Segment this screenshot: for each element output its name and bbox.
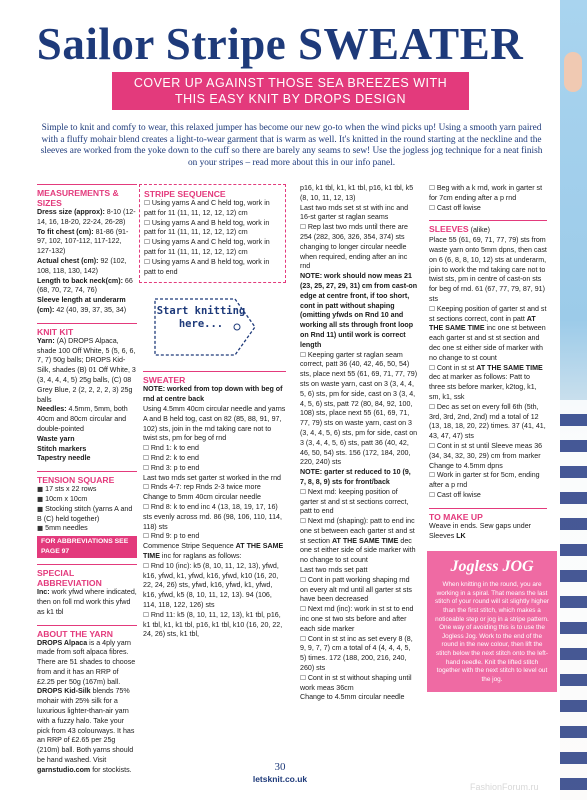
pattern-item: ☐ Keeping garter st raglan seam correct, patt 36 (40, 42, 46, 50, 54) sts, place next 55 (61, 69, 71, 77, 79) sts on waste yarn, cast on 3 (3, 4, 4, 5, 6) sts, pm for side, cast on 3 (3, 4, 4, 5, 6) sts, patt 72 (80, 84, 92, 100, 108) sts, place next 55 (61, 69, 71, 77, 79) sts on waste yarn, cast on 3 (3, 4, 4, 5, 6) sts, pm for side, cast on 3 (3, 4, 4, 5, 6) sts, patt 36 (40, 42, 46, 50, 54) sts. 156 (172, 184, 200, 220, 240) sts xyxy=(300,350,418,467)
measurement-line: Dress size (approx): 8-10 (12-14, 16, 18-20, 22-24, 26-28) xyxy=(37,208,136,226)
checkbox-icon: ☐ xyxy=(143,502,149,511)
make-up-text: Weave in ends. Sew gaps under Sleeves LK xyxy=(429,521,532,540)
pattern-item: ☐ Beg with a k rnd, work in garter st for 7cm ending after a p rnd xyxy=(429,184,543,202)
checkbox-icon: ☐ xyxy=(143,483,149,492)
section-divider xyxy=(429,220,547,221)
sweater-text: Using 4.5mm 40cm circular needle and yarns A and B held tog, cast on 82 (85, 88, 91, 97, 102) sts, join in the rnd taking care not to twist sts, pm for beg of rnd xyxy=(143,404,286,443)
checkbox-icon: ☐ xyxy=(300,575,306,584)
jogless-jog-title: Jogless JOG xyxy=(450,558,534,576)
section-divider xyxy=(37,471,137,472)
pattern-text: Place 55 (61, 69, 71, 77, 79) sts from waste yarn onto 5mm dpns, then cast on 6 (6, 8, 8, 10, 12) sts at underarm, join to work the rnd taking care not to twist sts, pm in centre of cast-on sts for beg of rnd. 61 (67, 77, 79, 87, 91) sts xyxy=(429,236,547,303)
knit-kit-heading: KNIT KIT xyxy=(37,326,74,337)
checkbox-icon: ■ xyxy=(37,504,44,513)
waste-yarn: Waste yarn xyxy=(37,434,75,443)
round-item: ☐ Rnd 1: k to end xyxy=(143,444,199,453)
stripe-sequence-heading: STRIPE SEQUENCE xyxy=(144,189,226,199)
checkbox-icon: ☐ xyxy=(300,673,306,682)
tension-item: ■ 17 sts x 22 rows xyxy=(37,485,97,494)
section-divider xyxy=(37,625,137,626)
sweater-note: NOTE: worked from top down with beg of rnd at centre back xyxy=(143,385,283,404)
sweater-text: Change to 5mm 40cm circular needle xyxy=(143,493,261,502)
round-item: ☐ Rnd 8: k to end inc 4 (13, 18, 19, 17, 16) sts evenly across rnd. 86 (98, 106, 110, 114, 118) sts xyxy=(143,502,282,531)
round-item: ☐ Rnds 4-7: rep Rnds 2-3 twice more xyxy=(143,483,261,492)
pattern-item: ☐ Cast off kwise xyxy=(429,490,481,499)
round-item: ☐ Rnd 9: p to end xyxy=(143,532,200,541)
checkbox-icon: ■ xyxy=(37,494,44,503)
pattern-item: ☐ Cont in patt working shaping rnd on every alt rnd until all garter st sts have been decreased xyxy=(300,575,412,604)
pattern-text: p16, k1 tbl, k1, k1 tbl, p16, k1 tbl, k5 (8, 10, 11, 12, 13) xyxy=(300,184,414,202)
pattern-item: ☐ Next rnd (shaping): patt to end inc one st between each garter st and st st section AT THE SAME TIME dec one st either side of side marker with no change to st count xyxy=(300,517,416,565)
checkbox-icon: ☐ xyxy=(429,304,435,313)
start-knitting-text: Start knitting here... xyxy=(156,305,246,331)
section-divider xyxy=(37,564,137,565)
checkbox-icon: ☐ xyxy=(429,402,435,411)
stripe-item: ☐ Using yarns A and B held tog, work in patt for 11 (11, 11, 12, 12, 12) cm xyxy=(144,218,270,237)
checkbox-icon: ☐ xyxy=(300,605,306,614)
pattern-note: NOTE: work should now meas 21 (23, 25, 27, 29, 31) cm from cast-on edge at centre front, if too short, cont in patt without shaping (omitting yfwds on Rnd 10 and working all sts through front loop on Rnd 11) until work is correct length xyxy=(300,272,418,349)
pattern-item: ☐ Cont in st st until Sleeve meas 36 (34, 34, 32, 30, 29) cm from marker xyxy=(429,441,543,460)
stripe-sequence-box xyxy=(139,184,286,283)
pattern-item: ☐ Work in garter st for 5cm, ending after a p rnd xyxy=(429,471,540,490)
checkbox-icon: ☐ xyxy=(429,471,435,480)
pattern-item: ☐ Cont in st st inc as set every 8 (8, 9, 9, 7, 7) cm a total of 4 (4, 4, 4, 5, 5) times. 172 (188, 200, 216, 240, 260) sts xyxy=(300,634,413,673)
yarn-line: Yarn: (A) DROPS Alpaca, shade 100 Off White, 5 (5, 6, 6, 7, 7) 50g balls; DROPS Kid-Silk, shades (B) 01 Off White, 3 (3, 4, 4, 4, 5) 25g balls, (C) 08 Grey Blue, 2 (2, 2, 2, 2, 3) 25g balls xyxy=(37,336,136,404)
tension-item: ■ Stocking stitch (yarns A and B (C) held together) xyxy=(37,504,133,523)
checkbox-icon: ☐ xyxy=(300,487,306,496)
about-yarn-text: DROPS Alpaca is a 4ply yarn made from soft alpaca fibres. There are 51 shades to choose from and it has an RRP of £2.25 per 50g (167m) ball. DROPS Kid-Silk blends 75% mohair with 25% silk for a luxurious lighter-than-air yarn with a fuzzy halo. Take your pick from 43 colourways. It has an RRP of £2.65 per 25g (210m) ball. Both yarns should be hand washed. Visit garnstudio.com for stockists. xyxy=(37,638,136,774)
round-item: ☐ Rnd 11: k5 (8, 10, 11, 12, 13), k1 tbl, p16, k1 tbl, k1, k1 tbl, p16, k1 tbl, k10 (16, 20, 22, 24, 26) sts, k1 tbl, xyxy=(143,610,283,639)
pattern-text: Change to 4.5mm circular needle xyxy=(300,693,405,702)
special-abbreviation-heading: SPECIAL ABBREVIATION xyxy=(37,568,102,589)
stripe-item: ☐ Using yarns A and C held tog, work in patt for 11 (11, 11, 12, 12, 12) cm xyxy=(144,238,270,256)
model-photo-edge xyxy=(560,0,587,800)
checkbox-icon: ☐ xyxy=(143,463,149,472)
measurements-heading: MEASUREMENTS & SIZES xyxy=(37,188,119,208)
jogless-jog-panel xyxy=(427,551,557,692)
subtitle-banner: COVER UP AGAINST THOSE SEA BREEZES WITH THIS EASY KNIT BY DROPS DESIGN xyxy=(112,72,469,110)
checkbox-icon: ☐ xyxy=(143,453,149,462)
checkbox-icon: ■ xyxy=(37,485,44,494)
column-2 xyxy=(143,184,286,640)
column-1 xyxy=(37,184,137,776)
start-knitting-tag xyxy=(151,293,261,361)
checkbox-icon: ■ xyxy=(37,524,44,533)
stitch-markers: Stitch markers xyxy=(37,444,87,453)
striped-sleeve-image xyxy=(560,400,587,800)
site-url: letsknit.co.uk xyxy=(252,774,308,784)
sweater-text: Commence Stripe Sequence AT THE SAME TIME inc for raglans as follows: xyxy=(143,542,284,560)
page-number: 30 xyxy=(274,761,286,773)
pattern-item: ☐ Cont in st st without shaping until work meas 36cm xyxy=(300,673,412,692)
make-up-heading: TO MAKE UP xyxy=(429,511,483,522)
round-item: ☐ Rnd 3: p to end xyxy=(143,463,200,472)
pattern-item: ☐ Dec as set on every foll 6th (5th, 3rd, 3rd, 2nd, 2nd) rnd a total of 12 (13, 18, 18, 20, 22) times. 37 (41, 41, 43, 47, 47) sts xyxy=(429,402,546,441)
pattern-note: NOTE: garter st reduced to 10 (9, 7, 8, 8, 9) sts for front/back xyxy=(300,468,411,486)
page-title: Sailor Stripe SWEATER xyxy=(36,19,524,69)
section-divider xyxy=(37,184,137,185)
checkbox-icon: ☐ xyxy=(143,561,149,570)
checkbox-icon: ☐ xyxy=(300,517,306,526)
about-yarn-heading: ABOUT THE YARN xyxy=(37,628,113,639)
pattern-text: Last two rnds set patt xyxy=(300,566,368,575)
measurement-line: Length to back neck(cm): 66 (68, 70, 72, 74, 76) xyxy=(37,276,133,295)
pattern-item: ☐ Next rnd: keeping position of garter st and st st sections correct, patt to end xyxy=(300,487,409,516)
checkbox-icon: ☐ xyxy=(429,441,435,450)
sleeves-heading: SLEEVES (alike) xyxy=(429,224,490,235)
round-item: ☐ Rnd 10 (inc): k5 (8, 10, 11, 12, 13), yfwd, k16, yfwd, k1, yfwd, k16, yfwd, k10 (16, 20, 22, 24, 26) sts, yfwd, k16, yfwd, k1, yfwd, k16, yfwd, k5 (8, 10, 11, 12, 13). 94 (106, 114, 118, 122, 126) sts xyxy=(143,561,279,609)
sweater-heading: SWEATER xyxy=(143,375,186,386)
pattern-item: ☐ Rep last two rnds until there are 254 (282, 306, 326, 354, 374) sts changing to longer circular needle when required, ending after an inc rnd xyxy=(300,223,408,271)
intro-paragraph: Simple to knit and comfy to wear, this relaxed jumper has become our new go-to when the wind picks up! Using a smooth yarn paired with a fluffy mohair blend creates a light-to-wear garment that is warm as well. It's knitted in the round starting at the neckline and the sleeves are worked from the yoke down to the cuff so there are barely any seams to sew! Use the jogless jog technique for a neat finish on your stripes – read more about this in our info panel. xyxy=(40,123,543,168)
checkbox-icon: ☐ xyxy=(144,257,150,266)
pattern-item: ☐ Keeping position of garter st and st st sections correct, cont in patt AT THE SAME TIME inc one st between each garter st and st st section and dec one st either side of marker with no change to st count xyxy=(429,304,547,362)
checkbox-icon: ☐ xyxy=(429,490,435,499)
measurement-line: Sleeve length at underarm (cm): 42 (40, 39, 37, 35, 34) xyxy=(37,296,127,314)
pattern-item: ☐ Cont in st st AT THE SAME TIME dec at marker as follows: Patt to three sts before marker, k2tog, k1, sm, k1, ssk xyxy=(429,363,543,401)
checkbox-icon: ☐ xyxy=(300,634,306,643)
sweater-text: Last two rnds set garter st worked in the rnd xyxy=(143,473,281,482)
special-abbreviation-text: Inc: work yfwd where indicated, then on foll rnd work this yfwd as k1 tbl xyxy=(37,588,137,616)
pattern-text: Last two rnds set st st with inc and 16-st garter st raglan seams xyxy=(300,203,409,222)
measurement-line: Actual chest (cm): 92 (102, 108, 118, 130, 142) xyxy=(37,256,127,275)
checkbox-icon: ☐ xyxy=(143,532,149,541)
abbreviations-bar: FOR ABBREVIATIONS SEE PAGE 97 xyxy=(37,536,137,558)
stripe-item: ☐ Using yarns A and B held tog, work in patt to end xyxy=(144,257,270,276)
hand-image xyxy=(564,52,582,92)
measurement-line: To fit chest (cm): 81-86 (91-97, 102, 107-112, 117-122, 127-132) xyxy=(37,227,129,256)
checkbox-icon: ☐ xyxy=(429,363,435,372)
checkbox-icon: ☐ xyxy=(144,238,150,247)
tapestry-needle: Tapestry needle xyxy=(37,454,91,463)
checkbox-icon: ☐ xyxy=(300,350,306,359)
section-divider xyxy=(143,371,286,372)
pattern-item: ☐ Next rnd (inc): work in st st to end inc one st two sts before and after each side marker xyxy=(300,605,414,633)
checkbox-icon: ☐ xyxy=(300,223,306,232)
needles-line: Needles: 4.5mm, 5mm, both 40cm and 80cm circular and double-pointed xyxy=(37,405,128,433)
tension-item: ■ 10cm x 10cm xyxy=(37,494,88,503)
jogless-jog-text: When knitting in the round, you are working in a spiral. That means the last stitch of your round will sit slightly higher than the first stitch, which makes a noticeable step or jog in a stripe pattern. One way of avoiding this is to use the Jogless Jog. Work to the end of the round in the new colour, then lift the stitch below the next stitch onto the left-hand needle. Knit the lifted stitch together with the next stitch to level out the jog. xyxy=(435,581,550,683)
pattern-item: ☐ Cast off kwise xyxy=(429,203,481,212)
round-item: ☐ Rnd 2: k to end xyxy=(143,453,199,462)
column-4 xyxy=(429,184,550,692)
pattern-text: Change to 4.5mm dpns xyxy=(429,461,503,470)
stripe-item: ☐ Using yarns A and C held tog, work in patt for 11 (11, 11, 12, 12, 12) cm xyxy=(144,199,270,217)
checkbox-icon: ☐ xyxy=(143,444,149,453)
checkbox-icon: ☐ xyxy=(429,184,435,192)
checkbox-icon: ☐ xyxy=(429,203,435,212)
checkbox-icon: ☐ xyxy=(143,610,149,619)
checkbox-icon: ☐ xyxy=(144,218,150,227)
section-divider xyxy=(37,323,137,324)
column-3 xyxy=(300,184,418,703)
tension-item: ■ 5mm needles xyxy=(37,524,88,533)
section-divider xyxy=(429,508,547,509)
tension-heading: TENSION SQUARE xyxy=(37,475,115,486)
checkbox-icon: ☐ xyxy=(144,199,150,207)
watermark: FashionForum.ru xyxy=(470,782,539,792)
